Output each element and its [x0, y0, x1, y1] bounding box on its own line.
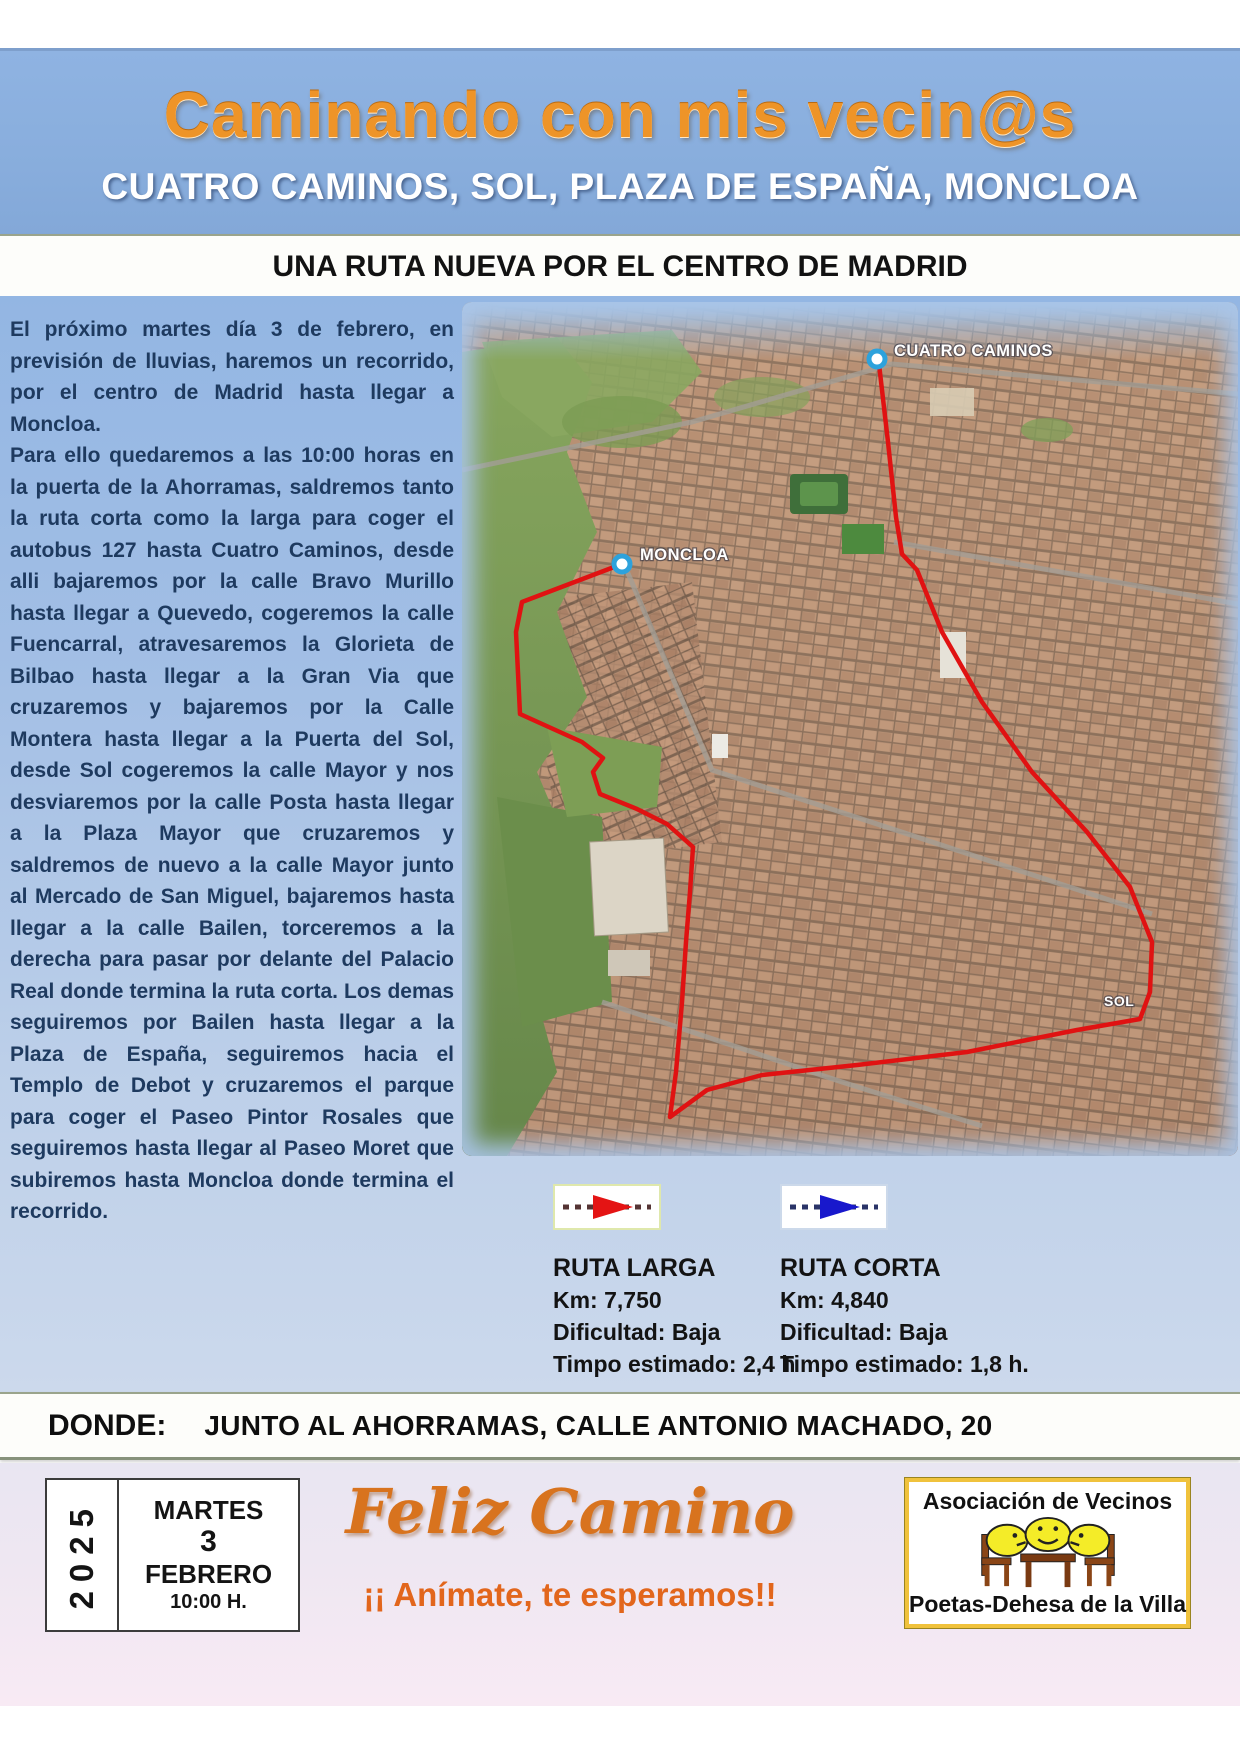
map-pin-moncloa-icon: [614, 556, 630, 572]
neighbors-at-table-icon: [928, 1515, 1168, 1591]
ticket-time: 10:00 H.: [170, 1591, 247, 1613]
red-route-arrow-icon: [553, 1184, 661, 1230]
asociacion-box: [905, 1478, 1190, 1628]
legend-corta-title: RUTA CORTA: [780, 1254, 941, 1282]
legend-larga-tiempo: Timpo estimado: 2,4 h: [553, 1351, 796, 1377]
ticket-month: FEBRERO: [144, 1559, 273, 1589]
legend-larga-title: RUTA LARGA: [553, 1254, 716, 1282]
donde-label: DONDE:: [48, 1408, 167, 1442]
page-title: Caminando con mis vecin@s: [163, 79, 1077, 151]
legend-corta-tiempo: Timpo estimado: 1,8 h.: [780, 1351, 1029, 1377]
map-illustration: [462, 302, 1238, 1156]
route-banner: [0, 234, 1240, 301]
ticket-date-cell: [119, 1480, 298, 1630]
legend-larga-dificultad: Dificultad: Baja: [553, 1319, 721, 1345]
slogan-text: Feliz Camino: [345, 1475, 795, 1548]
map-pin-cuatro-caminos-icon: [869, 351, 885, 367]
date-ticket: [45, 1478, 300, 1632]
route-banner-text: UNA RUTA NUEVA POR EL CENTRO DE MADRID: [272, 250, 968, 283]
map-label-moncloa: MONCLOA: [640, 546, 729, 564]
asociacion-line2: Poetas-Dehesa de la Villa: [909, 1591, 1186, 1617]
sky-haze: [462, 302, 1238, 360]
ticket-day: 3: [200, 1525, 217, 1558]
blue-route-arrow-icon: [780, 1184, 888, 1230]
cta-text: ¡¡ Anímate, te esperamos!!: [363, 1576, 777, 1613]
legend-larga-km: Km: 7,750: [553, 1287, 662, 1313]
intro-text-block: [10, 314, 454, 1228]
ticket-year: 2025: [63, 1500, 100, 1610]
footer-panel: [0, 1463, 1240, 1706]
legend-corta-dificultad: Dificultad: Baja: [780, 1319, 948, 1345]
map-label-cuatro-caminos: CUATRO CAMINOS: [894, 342, 1053, 360]
footer-message: [320, 1463, 820, 1614]
legend-corta-km: Km: 4,840: [780, 1287, 889, 1313]
ticket-year-cell: [47, 1480, 119, 1630]
asociacion-line1: Asociación de Vecinos: [922, 1488, 1173, 1514]
map-label-sol: SOL: [1104, 993, 1135, 1009]
intro-paragraph-2: Para ello quedaremos a las 10:00 horas en la puerta de la Ahorramas, saldremos tanto la ruta corta como la larga para coger el autobus 127 hasta Cuatro Caminos, desde alli bajaremos por la calle Bravo Murillo hasta llegar a Quevedo, cogeremos la calle Fuencarral, atravesaremos la Glorieta de Bilbao hasta llegar a la Gran Via que cruzaremos y bajaremos por la Calle Montera hasta llegar a la Puerta del Sol, desde Sol cogeremos la calle Mayor y nos desviaremos por la calle Posta hasta llegar a la Plaza Mayor que cruzaremos y saldremos de nuevo a la calle Mayor junto al Mercado de San Miguel, bajaremos hasta llegar a la calle Bailen, torceremos a la derecha para pasar por delante del Palacio Real donde termina la ruta corta. Los demas seguiremos por Bailen hasta llegar a la Plaza de España, seguiremos hacia el Templo de Debot y cruzaremos el parque para coger el Paseo Pintor Rosales que seguiremos hasta llegar al Paseo Moret que subiremos hasta Moncloa donde termina el recorrido.: [10, 444, 454, 1223]
legend-ruta-corta: [780, 1184, 1029, 1380]
main-body: [0, 296, 1240, 1392]
donde-banner: [0, 1392, 1240, 1460]
page-subtitle: CUATRO CAMINOS, SOL, PLAZA DE ESPAÑA, MONCLOA: [101, 166, 1139, 207]
donde-address: JUNTO AL AHORRAMAS, CALLE ANTONIO MACHADO, 20: [204, 1409, 993, 1441]
ticket-weekday: MARTES: [153, 1495, 264, 1525]
route-map: [462, 302, 1238, 1156]
legend-ruta-larga: [553, 1184, 795, 1380]
header-panel: [0, 48, 1240, 237]
intro-paragraph-1: El próximo martes día 3 de febrero, en previsión de lluvias, haremos un recorrido, por el centro de Madrid hasta llegar a Moncloa.: [10, 318, 454, 436]
